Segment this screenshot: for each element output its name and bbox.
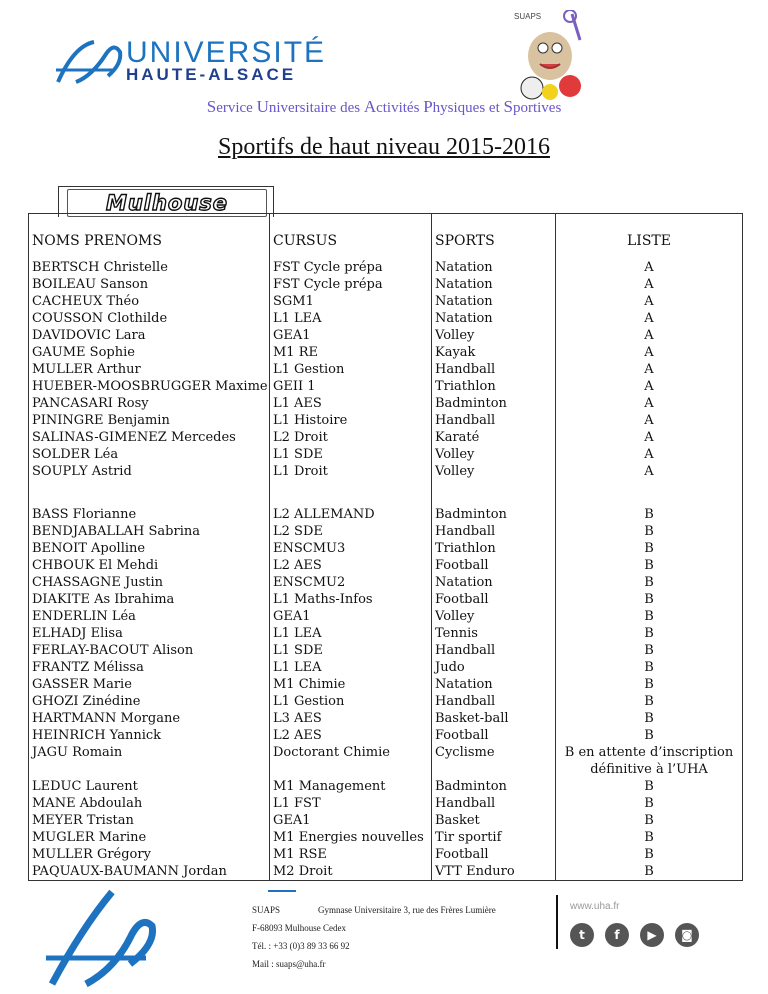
cell-sport: VTT Enduro	[435, 864, 515, 879]
cell-cursus: M1 Chimie	[273, 677, 346, 692]
cell-liste: A	[644, 294, 654, 309]
table-row	[29, 642, 742, 659]
cell-liste: B	[644, 524, 654, 539]
cell-liste: A	[644, 379, 654, 394]
service-initial: S	[503, 97, 513, 116]
cell-cursus: L2 AES	[273, 728, 322, 743]
page-title: Sportifs de haut niveau 2015-2016	[218, 134, 550, 160]
table-row	[29, 625, 742, 642]
table-row	[29, 574, 742, 591]
cell-cursus: L2 Droit	[273, 430, 328, 445]
cell-name: CHASSAGNE Justin	[32, 575, 164, 590]
uha-emblem	[46, 888, 166, 988]
cell-sport: Natation	[435, 575, 493, 590]
cell-liste: B	[644, 694, 654, 709]
cell-name: MULLER Arthur	[32, 362, 141, 377]
mascot-label: SUAPS	[514, 12, 542, 21]
cell-name: FERLAY-BACOUT Alison	[32, 643, 194, 658]
cell-cursus: GEII 1	[273, 379, 316, 394]
cell-sport: Handball	[435, 643, 496, 658]
footer-phone: Tél. : +33 (0)3 89 33 66 92	[252, 941, 350, 951]
cell-cursus: GEA1	[273, 328, 311, 343]
cell-liste: B	[644, 660, 654, 675]
cell-name: MEYER Tristan	[32, 813, 134, 828]
cell-name: DIAKITE As Ibrahima	[32, 592, 175, 607]
cell-sport: Football	[435, 558, 489, 573]
cell-cursus: M1 Energies nouvelles	[273, 830, 424, 845]
cell-name: ENDERLIN Léa	[32, 609, 136, 624]
cell-name: COUSSON Clothilde	[32, 311, 168, 326]
table-row	[29, 378, 742, 395]
cell-liste: B	[644, 779, 654, 794]
cell-liste: B	[644, 541, 654, 556]
cell-sport: Natation	[435, 311, 493, 326]
cell-liste: B en attente d’inscription	[564, 745, 734, 760]
cell-liste: A	[644, 345, 654, 360]
table-row	[29, 293, 742, 310]
cell-name: CHBOUK El Mehdi	[32, 558, 159, 573]
table-row	[29, 523, 742, 540]
table-row	[29, 812, 742, 829]
cell-cursus: L1 SDE	[273, 447, 323, 462]
table-row	[29, 863, 742, 880]
table-row	[29, 557, 742, 574]
table-row	[29, 710, 742, 727]
youtube-icon[interactable]: ▶	[640, 923, 664, 947]
service-word: portives	[512, 100, 562, 116]
footer-divider	[556, 895, 558, 949]
cell-cursus: L1 Histoire	[273, 413, 348, 428]
cell-liste: B	[644, 728, 654, 743]
table-row	[29, 676, 742, 693]
cell-name: BENDJABALLAH Sabrina	[32, 524, 200, 539]
cell-liste: B	[644, 847, 654, 862]
cell-cursus: L1 LEA	[273, 311, 322, 326]
table-row	[29, 276, 742, 293]
cell-name: LEDUC Laurent	[32, 779, 138, 794]
cell-sport: Tir sportif	[435, 830, 502, 845]
cell-sport: Kayak	[435, 345, 476, 360]
cell-name: PAQUAUX-BAUMANN Jordan	[32, 864, 227, 879]
table-row	[29, 259, 742, 276]
table-row	[29, 829, 742, 846]
cell-name: PININGRE Benjamin	[32, 413, 170, 428]
instagram-icon[interactable]: ◙	[675, 923, 699, 947]
cell-cursus: L3 AES	[273, 711, 322, 726]
cell-name: BENOIT Apolline	[32, 541, 146, 556]
cell-name: BASS Florianne	[32, 507, 137, 522]
cell-liste: B	[644, 592, 654, 607]
table-row	[29, 344, 742, 361]
cell-cursus: M2 Droit	[273, 864, 333, 879]
cell-liste: B	[644, 643, 654, 658]
cell-cursus: SGM1	[273, 294, 314, 309]
athletes-table	[28, 213, 743, 881]
cell-name: HEINRICH Yannick	[32, 728, 162, 743]
cell-liste: B	[644, 711, 654, 726]
service-word: hysiques et	[432, 100, 504, 116]
table-row	[29, 412, 742, 429]
cell-cursus: FST Cycle prépa	[273, 277, 383, 292]
footer-accent	[268, 890, 296, 892]
footer-mail[interactable]: Mail : suaps@uha.fr	[252, 959, 326, 969]
cell-liste: B	[644, 677, 654, 692]
table-row	[29, 744, 742, 761]
facebook-icon[interactable]: f	[605, 923, 629, 947]
cell-liste: A	[644, 277, 654, 292]
cell-name: MUGLER Marine	[32, 830, 147, 845]
cell-sport: Handball	[435, 694, 496, 709]
cell-cursus: L1 SDE	[273, 643, 323, 658]
cell-name: CACHEUX Théo	[32, 294, 140, 309]
cell-cursus: L2 SDE	[273, 524, 323, 539]
cell-cursus: ENSCMU2	[273, 575, 346, 590]
cell-liste: A	[644, 311, 654, 326]
cell-liste: A	[644, 413, 654, 428]
cell-name: GASSER Marie	[32, 677, 132, 692]
header-sports: SPORTS	[435, 233, 495, 249]
cell-cursus: L1 LEA	[273, 626, 322, 641]
cell-cursus: L2 ALLEMAND	[273, 507, 375, 522]
cell-name: JAGU Romain	[32, 745, 123, 760]
table-row	[29, 608, 742, 625]
table-row	[29, 591, 742, 608]
university-subname: HAUTE-ALSACE	[126, 65, 297, 84]
service-initial: U	[256, 97, 269, 116]
cell-name: GHOZI Zinédine	[32, 694, 141, 709]
cell-sport: Judo	[435, 660, 465, 675]
cell-liste: A	[644, 328, 654, 343]
cell-name: MANE Abdoulah	[32, 796, 143, 811]
cell-cursus: L1 LEA	[273, 660, 322, 675]
service-word: ctivités	[376, 100, 424, 116]
table-row	[29, 446, 742, 463]
cell-liste-note: définitive à l’UHA	[590, 762, 708, 777]
cell-sport: Badminton	[435, 507, 507, 522]
service-initial: S	[206, 97, 217, 116]
cell-liste: B	[644, 609, 654, 624]
cell-cursus: Doctorant Chimie	[273, 745, 390, 760]
cell-liste: B	[644, 507, 654, 522]
cell-sport: Volley	[435, 447, 475, 462]
cell-sport: Handball	[435, 413, 496, 428]
cell-name: DAVIDOVIC Lara	[32, 328, 146, 343]
cell-sport: Handball	[435, 796, 496, 811]
service-initial: P	[423, 97, 433, 116]
twitter-icon[interactable]: t	[570, 923, 594, 947]
cell-name: PANCASARI Rosy	[32, 396, 149, 411]
cell-liste: B	[644, 830, 654, 845]
cell-cursus: M1 Management	[273, 779, 386, 794]
cell-liste: A	[644, 260, 654, 275]
cell-cursus: M1 RSE	[273, 847, 327, 862]
cell-cursus: L1 FST	[273, 796, 321, 811]
service-name	[0, 97, 768, 117]
cell-sport: Volley	[435, 464, 475, 479]
cell-sport: Badminton	[435, 779, 507, 794]
service-word: niversitaire des	[268, 100, 364, 116]
cell-sport: Natation	[435, 677, 493, 692]
table-row-continuation	[29, 761, 742, 778]
table-row	[29, 659, 742, 676]
campus-tab-label: Mulhouse	[67, 189, 267, 217]
footer-address: Gymnase Universitaire 3, rue des Frères Lumière	[318, 905, 496, 915]
cell-liste: A	[644, 396, 654, 411]
table-row	[29, 310, 742, 327]
cell-sport: Handball	[435, 524, 496, 539]
table-row	[29, 846, 742, 863]
cell-cursus: GEA1	[273, 813, 311, 828]
cell-name: SALINAS-GIMENEZ Mercedes	[32, 430, 236, 445]
cell-sport: Football	[435, 728, 489, 743]
table-row	[29, 327, 742, 344]
table-row	[29, 395, 742, 412]
cell-liste: B	[644, 558, 654, 573]
cell-cursus: GEA1	[273, 609, 311, 624]
cell-sport: Natation	[435, 260, 493, 275]
footer-city: F-68093 Mulhouse Cedex	[252, 923, 346, 933]
cell-cursus: L1 Maths-Infos	[273, 592, 373, 607]
cell-name: BERTSCH Christelle	[32, 260, 168, 275]
cell-liste: B	[644, 796, 654, 811]
header-liste: LISTE	[627, 233, 671, 249]
cell-liste: A	[644, 362, 654, 377]
table-row	[29, 429, 742, 446]
cell-name: SOLDER Léa	[32, 447, 119, 462]
cell-cursus: L1 Gestion	[273, 694, 345, 709]
service-initial: A	[363, 97, 377, 116]
cell-sport: Volley	[435, 328, 475, 343]
table-row	[29, 361, 742, 378]
table-row	[29, 506, 742, 523]
cell-name: SOUPLY Astrid	[32, 464, 132, 479]
table-row	[29, 540, 742, 557]
table-row	[29, 463, 742, 480]
cell-cursus: ENSCMU3	[273, 541, 346, 556]
cell-sport: Tennis	[435, 626, 478, 641]
website-link[interactable]: www.uha.fr	[570, 901, 620, 912]
cell-liste: A	[644, 430, 654, 445]
table-row	[29, 778, 742, 795]
header-names: NOMS PRENOMS	[32, 233, 162, 249]
cell-sport: Football	[435, 592, 489, 607]
cell-liste: B	[644, 575, 654, 590]
cell-cursus: L1 AES	[273, 396, 322, 411]
cell-sport: Football	[435, 847, 489, 862]
cell-name: HUEBER-MOOSBRUGGER Maxime	[32, 379, 268, 394]
header-cursus: CURSUS	[273, 233, 338, 249]
footer-org: SUAPS	[252, 905, 281, 915]
cell-cursus: L2 AES	[273, 558, 322, 573]
cell-liste: A	[644, 464, 654, 479]
cell-name: ELHADJ Elisa	[32, 626, 123, 641]
suaps-mascot-image	[510, 10, 590, 102]
cell-liste: B	[644, 813, 654, 828]
cell-liste: B	[644, 864, 654, 879]
cell-sport: Natation	[435, 294, 493, 309]
cell-sport: Triathlon	[435, 379, 496, 394]
cell-sport: Volley	[435, 609, 475, 624]
cell-liste: A	[644, 447, 654, 462]
cell-name: GAUME Sophie	[32, 345, 135, 360]
cell-sport: Basket-ball	[435, 711, 509, 726]
university-name: UNIVERSITÉ	[126, 36, 327, 69]
table-row	[29, 795, 742, 812]
table-header	[29, 233, 742, 250]
table-row	[29, 693, 742, 710]
cell-cursus: M1 RE	[273, 345, 318, 360]
service-word: ervice	[216, 100, 257, 116]
cell-name: FRANTZ Mélissa	[32, 660, 144, 675]
cell-sport: Handball	[435, 362, 496, 377]
cell-sport: Natation	[435, 277, 493, 292]
cell-sport: Badminton	[435, 396, 507, 411]
cell-liste: B	[644, 626, 654, 641]
cell-sport: Karaté	[435, 430, 480, 445]
cell-name: MULLER Grégory	[32, 847, 151, 862]
cell-sport: Basket	[435, 813, 480, 828]
cell-cursus: L1 Gestion	[273, 362, 345, 377]
cell-name: HARTMANN Morgane	[32, 711, 181, 726]
table-row	[29, 727, 742, 744]
cell-sport: Cyclisme	[435, 745, 495, 760]
cell-sport: Triathlon	[435, 541, 496, 556]
cell-cursus: FST Cycle prépa	[273, 260, 383, 275]
cell-name: BOILEAU Sanson	[32, 277, 149, 292]
cell-cursus: L1 Droit	[273, 464, 328, 479]
